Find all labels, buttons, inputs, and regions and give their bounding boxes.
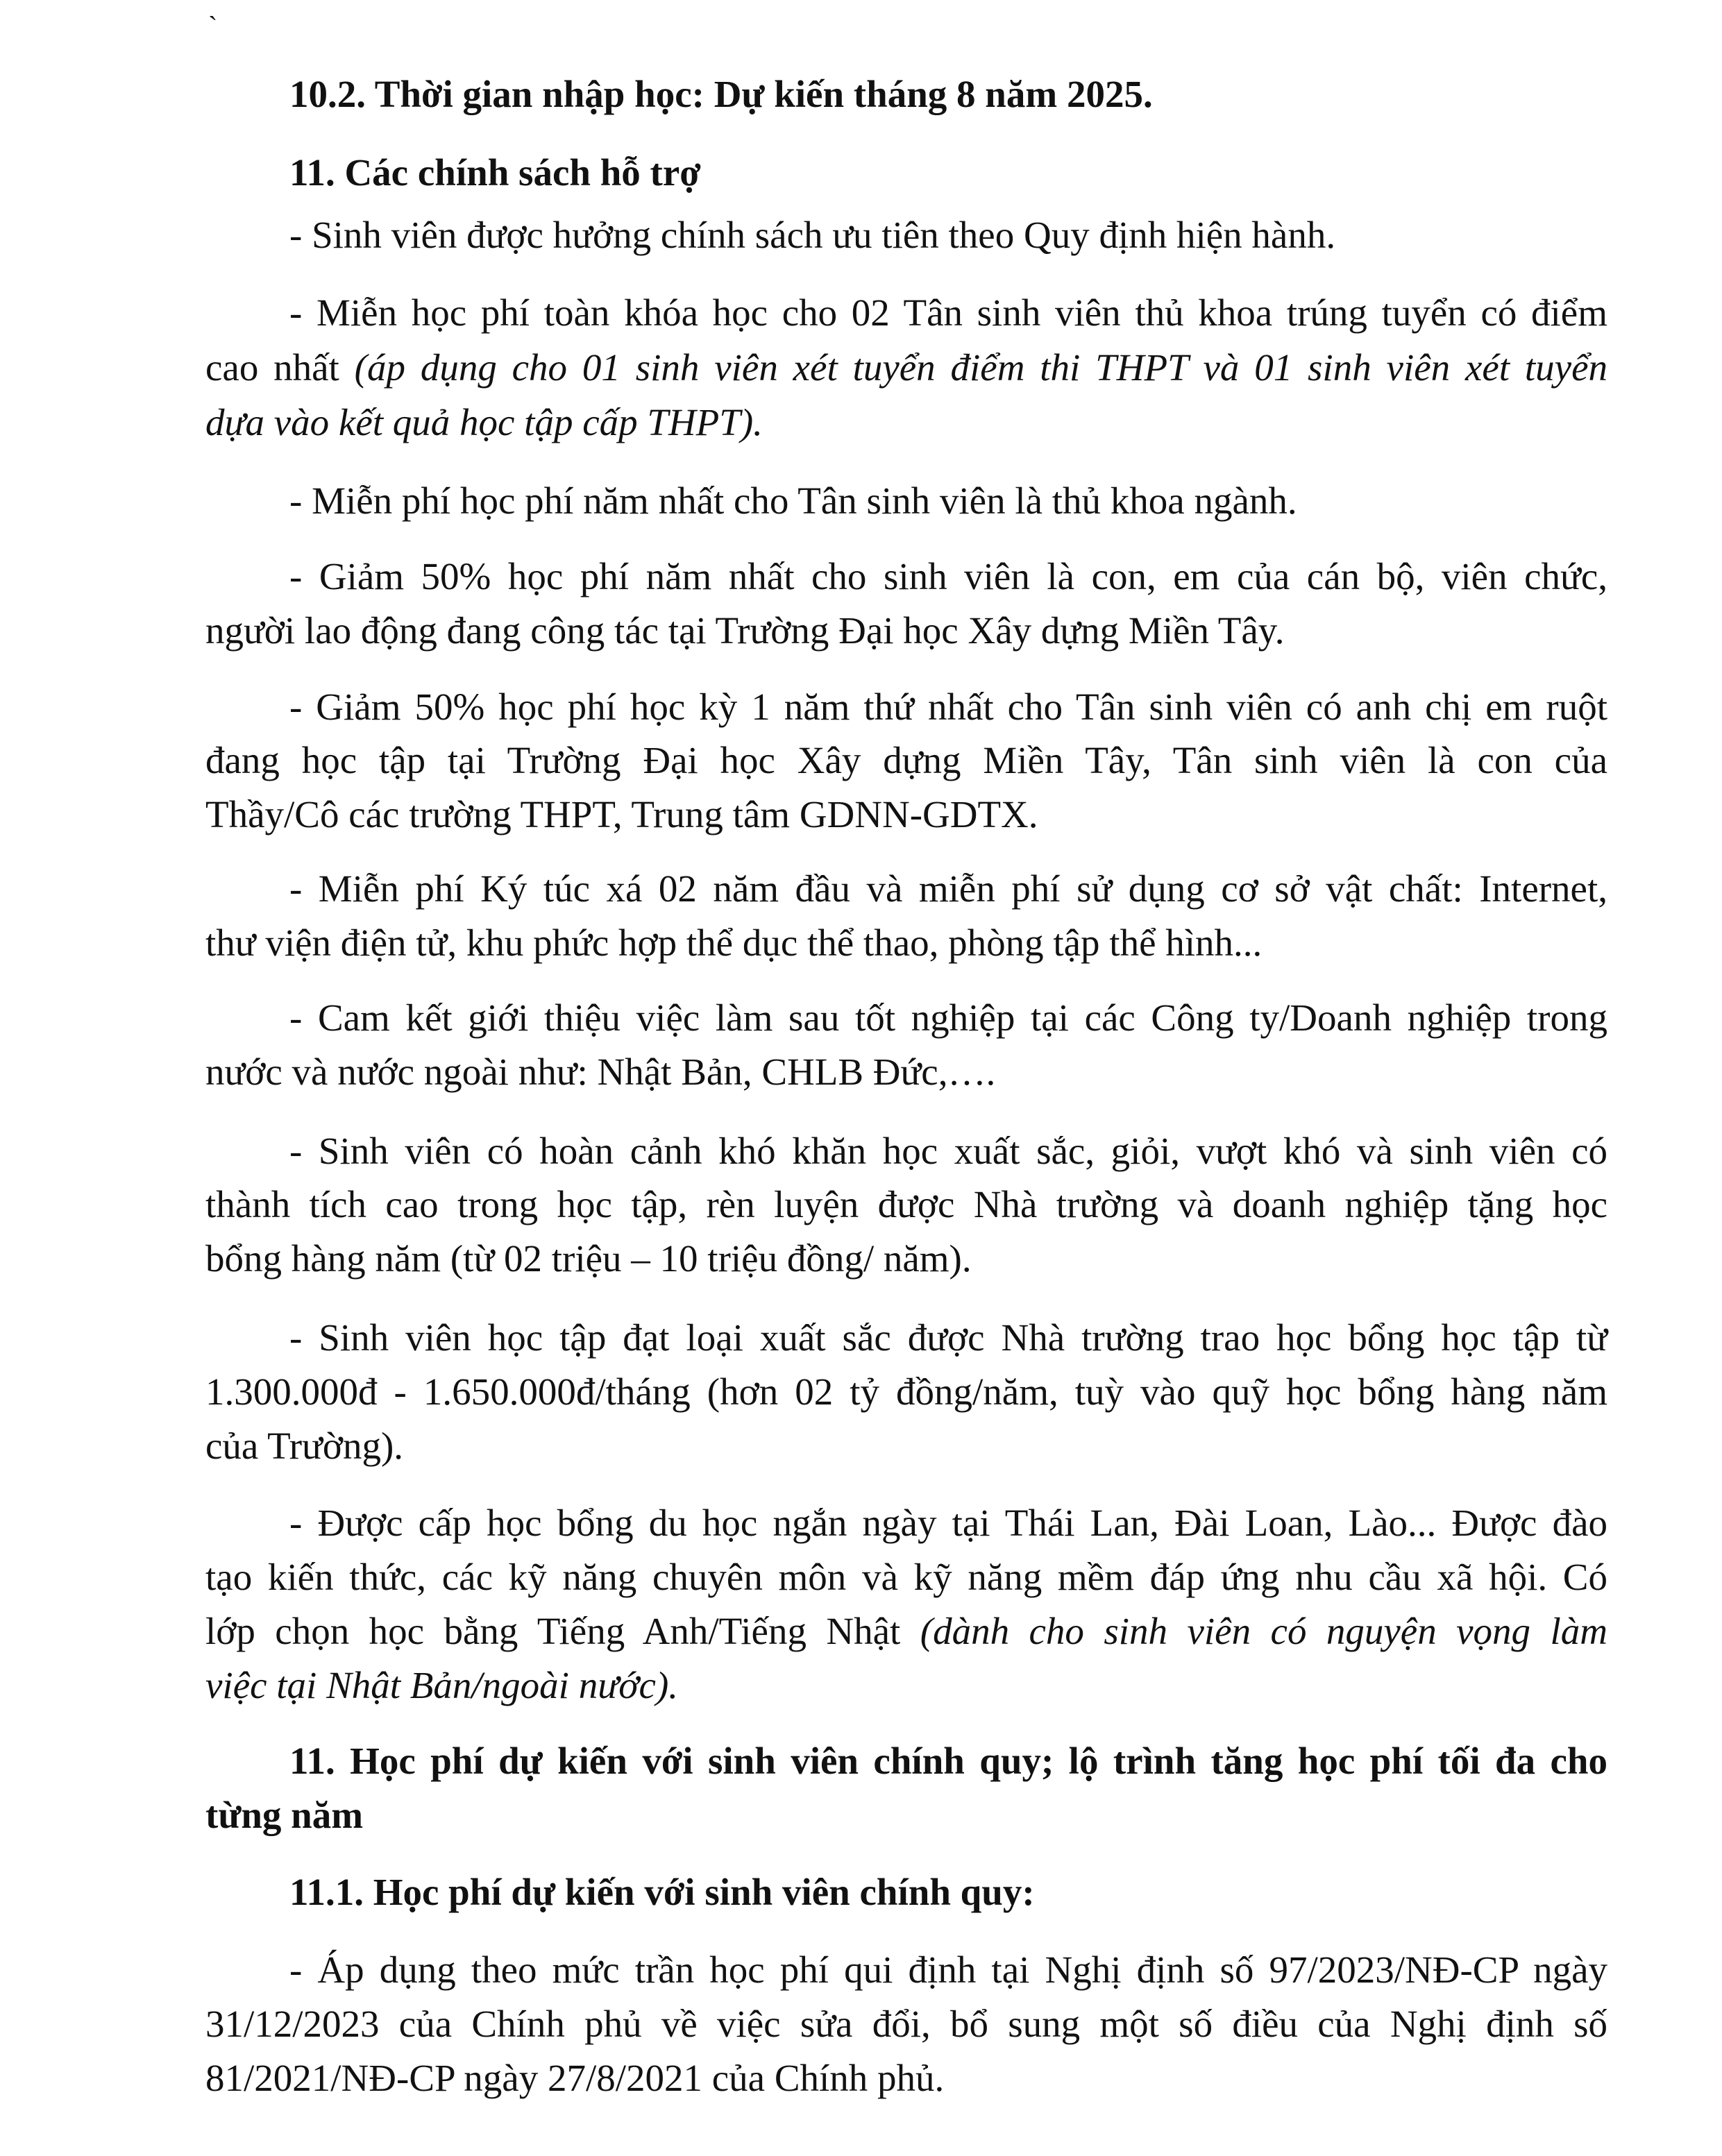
policy-2-line-2-italic: (áp dụng cho 01 sinh viên xét tuyển điểm thi THPT và 01 sinh viên xét tuyển	[354, 346, 1607, 389]
policy-2-line-1: - Miễn học phí toàn khóa học cho 02 Tân sinh viên thủ khoa trúng tuyển có điểm	[289, 291, 1607, 334]
policy-3-line-1: - Miễn phí học phí năm nhất cho Tân sinh viên là thủ khoa ngành.	[289, 479, 1297, 522]
heading-expected-tuition: 11.1. Học phí dự kiến với sinh viên chính quy:	[289, 1871, 1035, 1913]
policy-10-line-3	[205, 1608, 1607, 1654]
heading-tuition-roadmap-line-2: từng năm	[205, 1794, 364, 1836]
policy-10-line-1: - Được cấp học bổng du học ngắn ngày tại Thái Lan, Đài Loan, Lào... Được đào	[289, 1502, 1607, 1544]
policy-8-line-3: bổng hàng năm (từ 02 triệu – 10 triệu đồng/ năm).	[205, 1237, 972, 1280]
policy-8-line-2: thành tích cao trong học tập, rèn luyện được Nhà trường và doanh nghiệp tặng học	[205, 1183, 1607, 1225]
policy-4-line-2: người lao động đang công tác tại Trường Đại học Xây dựng Miền Tây.	[205, 609, 1285, 652]
policy-8-line-1: - Sinh viên có hoàn cảnh khó khăn học xuất sắc, giỏi, vượt khó và sinh viên có	[289, 1130, 1607, 1172]
heading-support-policies: 11. Các chính sách hỗ trợ	[289, 151, 701, 194]
heading-enrollment-time: 10.2. Thời gian nhập học: Dự kiến tháng 8 năm 2025.	[289, 73, 1153, 115]
policy-5-line-3: Thầy/Cô các trường THPT, Trung tâm GDNN-GDTX.	[205, 793, 1038, 835]
policy-10-line-4: việc tại Nhật Bản/ngoài nước).	[205, 1664, 679, 1706]
policy-2-line-2	[205, 345, 1607, 391]
stray-mark: `	[208, 10, 218, 42]
policy-9-line-2: 1.300.000đ - 1.650.000đ/tháng (hơn 02 tỷ đồng/năm, tuỳ vào quỹ học bổng hàng năm	[205, 1370, 1607, 1413]
policy-6-line-2: thư viện điện tử, khu phức hợp thể dục thể thao, phòng tập thể hình...	[205, 922, 1263, 964]
policy-10-line-3-italic: (dành cho sinh viên có nguyện vọng làm	[920, 1610, 1607, 1652]
policy-4-line-1: - Giảm 50% học phí năm nhất cho sinh viên là con, em của cán bộ, viên chức,	[289, 555, 1607, 597]
policy-5-line-2: đang học tập tại Trường Đại học Xây dựng Miền Tây, Tân sinh viên là con của	[205, 739, 1607, 781]
fee-1-line-1: - Áp dụng theo mức trần học phí qui định tại Nghị định số 97/2023/NĐ-CP ngày	[289, 1949, 1607, 1991]
policy-2-line-3: dựa vào kết quả học tập cấp THPT).	[205, 401, 763, 443]
policy-9-line-3: của Trường).	[205, 1425, 404, 1467]
policy-10-line-2: tạo kiến thức, các kỹ năng chuyên môn và kỹ năng mềm đáp ứng nhu cầu xã hội. Có	[205, 1556, 1607, 1598]
policy-7-line-1: - Cam kết giới thiệu việc làm sau tốt nghiệp tại các Công ty/Doanh nghiệp trong	[289, 996, 1607, 1039]
policy-7-line-2: nước và nước ngoài như: Nhật Bản, CHLB Đức,….	[205, 1051, 996, 1093]
policy-1-line-1: - Sinh viên được hưởng chính sách ưu tiên theo Quy định hiện hành.	[289, 214, 1336, 256]
policy-2-line-2-plain: cao nhất	[205, 346, 355, 389]
policy-9-line-1: - Sinh viên học tập đạt loại xuất sắc được Nhà trường trao học bổng học tập từ	[289, 1316, 1607, 1359]
heading-tuition-roadmap-line-1: 11. Học phí dự kiến với sinh viên chính quy; lộ trình tăng học phí tối đa cho	[289, 1740, 1607, 1782]
policy-6-line-1: - Miễn phí Ký túc xá 02 năm đầu và miễn phí sử dụng cơ sở vật chất: Internet,	[289, 867, 1607, 910]
policy-5-line-1: - Giảm 50% học phí học kỳ 1 năm thứ nhất cho Tân sinh viên có anh chị em ruột	[289, 686, 1607, 728]
fee-1-line-2: 31/12/2023 của Chính phủ về việc sửa đổi, bổ sung một số điều của Nghị định số	[205, 2003, 1607, 2045]
fee-1-line-3: 81/2021/NĐ-CP ngày 27/8/2021 của Chính phủ.	[205, 2057, 945, 2099]
policy-10-line-3-plain: lớp chọn học bằng Tiếng Anh/Tiếng Nhật	[205, 1610, 920, 1652]
